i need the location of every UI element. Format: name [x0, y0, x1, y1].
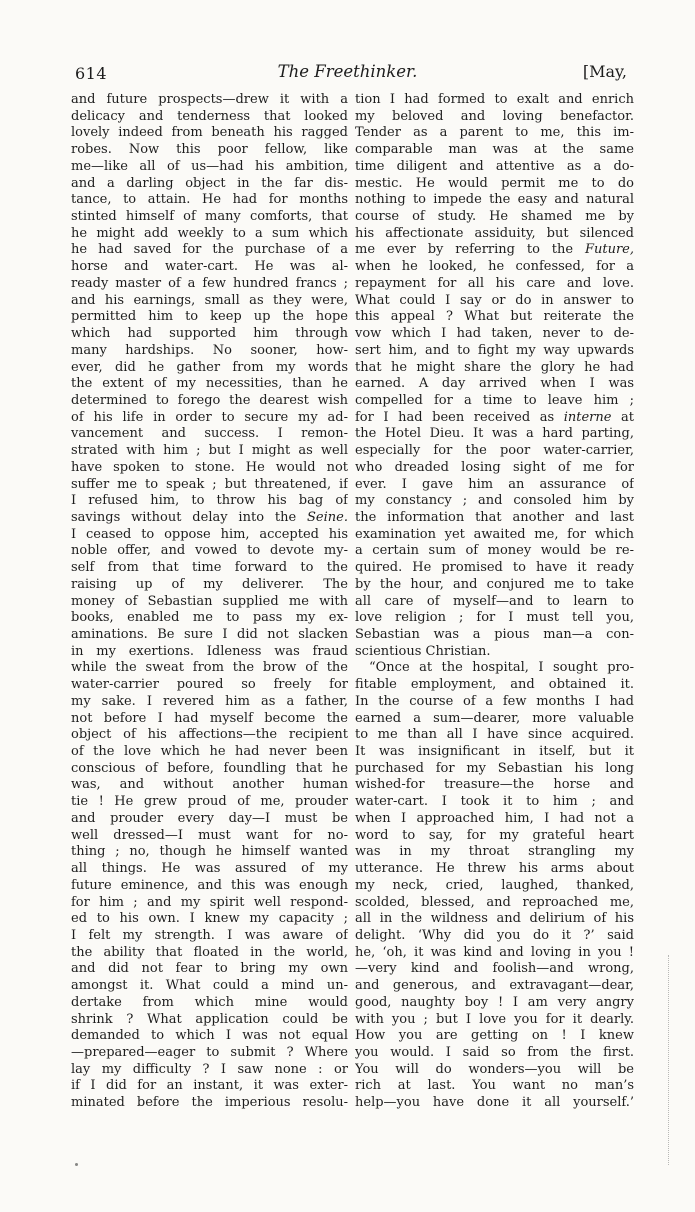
text-line: examination yet awaited me, for which — [355, 526, 634, 542]
text-line: tie ! He grew proud of me, prouder — [71, 794, 348, 810]
text-line: I felt my strength. I was aware of — [71, 927, 348, 943]
text-line: compelled for a time to leave him ; — [355, 392, 634, 408]
text-line: self from that time forward to the — [71, 560, 348, 576]
text-line: comparable man was at the same — [355, 142, 634, 158]
text-line: of his life in order to secure my ad- — [71, 409, 348, 425]
text-line: to me than all I have since acquired. — [355, 727, 634, 743]
text-line: he, ‘oh, it was kind and loving in you ! — [355, 944, 634, 960]
text-line: raising up of my deliverer. The — [71, 576, 348, 592]
text-line: me ever by referring to the Future, — [355, 242, 634, 258]
text-line: fitable employment, and obtained it. — [355, 677, 634, 693]
text-line: and prouder every day—I must be — [71, 810, 348, 826]
text-line: while the sweat from the brow of the — [71, 660, 348, 676]
text-line: all in the wildness and delirium of his — [355, 911, 634, 927]
text-line: my sake. I revered him as a father, — [71, 693, 348, 709]
text-line: money of Sebastian supplied me with — [71, 593, 348, 609]
text-line: utterance. He threw his arms about — [355, 861, 634, 877]
text-line: It was insignificant in itself, but it — [355, 744, 634, 760]
text-line: was, and without another human — [71, 777, 348, 793]
text-line: and his earnings, small as they were, — [71, 292, 348, 308]
text-line: and did not fear to bring my own — [71, 961, 348, 977]
text-line: he had saved for the purchase of a — [71, 242, 348, 258]
page-number: 614 — [75, 64, 108, 83]
text-line: determined to forego the dearest wish — [71, 392, 348, 408]
text-line: water-cart. I took it to him ; and — [355, 794, 634, 810]
text-line: have spoken to stone. He would not — [71, 459, 348, 475]
text-line: “Once at the hospital, I sought pro- — [369, 660, 634, 676]
text-column-right — [355, 92, 634, 1112]
text-line: when I approached him, I had not a — [355, 810, 634, 826]
text-line: this appeal ? What but reiterate the — [355, 309, 634, 325]
text-line: word to say, for my grateful heart — [355, 827, 634, 843]
text-line: dertake from which mine would — [71, 994, 348, 1010]
text-line: in my exertions. Idleness was fraud — [71, 643, 348, 659]
text-line: noble offer, and vowed to devote my- — [71, 543, 348, 559]
text-line: lay my difficulty ? I saw none : or — [71, 1061, 348, 1077]
text-line: suffer me to speak ; but threatened, if — [71, 476, 348, 492]
text-line: my beloved and loving benefactor. — [355, 108, 634, 124]
text-line: aminations. Be sure I did not slacken — [71, 627, 348, 642]
text-line: which had supported him through — [71, 326, 348, 342]
text-line: strated with him ; but I might as well — [71, 443, 348, 459]
text-line: conscious of before, foundling that he — [71, 760, 348, 776]
text-line: In the course of a few months I had — [355, 693, 634, 709]
text-line: when he looked, he confessed, for a — [355, 259, 634, 275]
text-line: amongst it. What could a mind un- — [71, 978, 348, 994]
text-line: delicacy and tenderness that looked — [71, 108, 348, 124]
text-line: object of his affections—the recipient — [71, 727, 348, 743]
text-line: my neck, cried, laughed, thanked, — [355, 877, 634, 893]
text-line: nothing to impede the easy and natural — [355, 192, 634, 208]
text-line: rich at last. You want no man’s — [355, 1078, 634, 1094]
scan-speck-artifact — [75, 1163, 78, 1166]
text-line: vow which I had taken, never to de- — [355, 326, 634, 342]
text-line: not before I had myself become the — [71, 710, 348, 726]
text-line: future eminence, and this was enough — [71, 877, 348, 893]
text-column-left — [71, 92, 348, 1112]
text-line: —prepared—eager to submit ? Where — [71, 1044, 348, 1060]
text-line: tance, to attain. He had for months — [71, 192, 348, 208]
text-line: scientious Christian. — [355, 643, 491, 659]
text-line: stinted himself of many comforts, that — [71, 209, 348, 225]
text-line: purchased for my Sebastian his long — [355, 760, 634, 776]
text-line: well dressed—I must want for no- — [71, 827, 348, 843]
text-line: all care of myself—and to learn to — [355, 593, 634, 609]
text-line: earned a sum—dearer, more valuable — [355, 710, 634, 726]
text-line: good, naughty boy ! I am very angry — [355, 994, 634, 1010]
journal-title: The Freethinker. — [277, 62, 418, 81]
text-line: the ability that floated in the world, — [71, 944, 348, 960]
text-line: minated before the imperious resolu- — [71, 1095, 348, 1111]
text-line: for I had been received as interne at — [355, 409, 634, 425]
text-line: repayment for all his care and love. — [355, 275, 634, 291]
text-line: and generous, and extravagant—dear, — [355, 978, 634, 994]
text-line: lovely indeed from beneath his ragged — [71, 125, 348, 141]
text-line: How you are getting on ! I knew — [355, 1028, 634, 1044]
text-line: robes. Now this poor fellow, like — [71, 142, 348, 158]
text-line: and future prospects—drew it with a — [71, 92, 348, 107]
text-line: a certain sum of money would be re- — [355, 543, 634, 559]
text-line: permitted him to keep up the hope — [71, 309, 348, 325]
text-line: —very kind and foolish—and wrong, — [355, 961, 634, 977]
text-line: by the hour, and conjured me to take — [355, 576, 634, 592]
text-line: ready master of a few hundred francs ; — [71, 275, 348, 291]
text-line: ever. I gave him an assurance of — [355, 476, 634, 492]
text-line: Sebastian was a pious man—a con- — [355, 627, 634, 642]
text-line: time diligent and attentive as a do- — [355, 158, 634, 174]
text-line: tion I had formed to exalt and enrich — [355, 92, 634, 107]
text-line: his affectionate assiduity, but silenced — [355, 225, 634, 241]
text-line: quired. He promised to have it ready — [355, 560, 634, 576]
text-line: help—you have done it all yourself.’ — [355, 1095, 634, 1111]
text-line: scolded, blessed, and reproached me, — [355, 894, 634, 910]
text-line: mestic. He would permit me to do — [355, 175, 634, 191]
text-line: many hardships. No sooner, how- — [71, 342, 348, 358]
text-line: especially for the poor water-carrier, — [355, 443, 634, 459]
text-line: that he might share the glory he had — [355, 359, 634, 375]
text-line: was in my throat strangling my — [355, 844, 634, 860]
text-line: ed to his own. I knew my capacity ; — [71, 911, 348, 927]
text-line: vancement and success. I remon- — [71, 426, 348, 442]
text-line: the Hotel Dieu. It was a hard parting, — [355, 426, 634, 442]
text-line: thing ; no, though he himself wanted — [71, 844, 348, 860]
text-line: love religion ; for I must tell you, — [355, 610, 634, 626]
text-line: delight. ‘Why did you do it ?’ said — [355, 927, 634, 943]
text-line: I refused him, to throw his bag of — [71, 493, 348, 509]
text-line: earned. A day arrived when I was — [355, 376, 634, 392]
text-line: who dreaded losing sight of me for — [355, 459, 634, 475]
text-line: course of study. He shamed me by — [355, 209, 634, 225]
text-line: all things. He was assured of my — [71, 861, 348, 877]
issue-date: [May, — [582, 62, 627, 81]
text-line: for him ; and my spirit well respond- — [71, 894, 348, 910]
text-line: books, enabled me to pass my ex- — [71, 610, 348, 626]
text-line: ever, did he gather from my words — [71, 359, 348, 375]
text-line: You will do wonders—you will be — [355, 1061, 634, 1077]
text-line: shrink ? What application could be — [71, 1011, 348, 1027]
text-line: horse and water-cart. He was al- — [71, 259, 348, 275]
text-line: and a darling object in the far dis- — [71, 175, 348, 191]
text-line: the information that another and last — [355, 509, 634, 525]
text-line: Tender as a parent to me, this im- — [355, 125, 634, 141]
page-header — [0, 62, 695, 88]
text-line: wished-for treasure—the horse and — [355, 777, 634, 793]
text-line: if I did for an instant, it was exter- — [71, 1078, 348, 1094]
text-line: the extent of my necessities, than he — [71, 376, 348, 392]
text-line: of the love which he had never been — [71, 744, 348, 760]
text-line: he might add weekly to a sum which — [71, 225, 348, 241]
text-line: you would. I said so from the first. — [355, 1044, 634, 1060]
text-line: savings without delay into the Seine. — [71, 509, 348, 525]
text-line: water-carrier poured so freely for — [71, 677, 348, 693]
text-line: me—like all of us—had his ambition, — [71, 158, 348, 174]
text-line: with you ; but I love you for it dearly. — [355, 1011, 634, 1027]
text-line: I ceased to oppose him, accepted his — [71, 526, 348, 542]
text-line: What could I say or do in answer to — [355, 292, 634, 308]
text-line: demanded to which I was not equal — [71, 1028, 348, 1044]
scan-edge-artifact — [668, 955, 669, 1165]
text-line: sert him, and to fight my way upwards — [355, 342, 634, 358]
text-line: my constancy ; and consoled him by — [355, 493, 634, 509]
